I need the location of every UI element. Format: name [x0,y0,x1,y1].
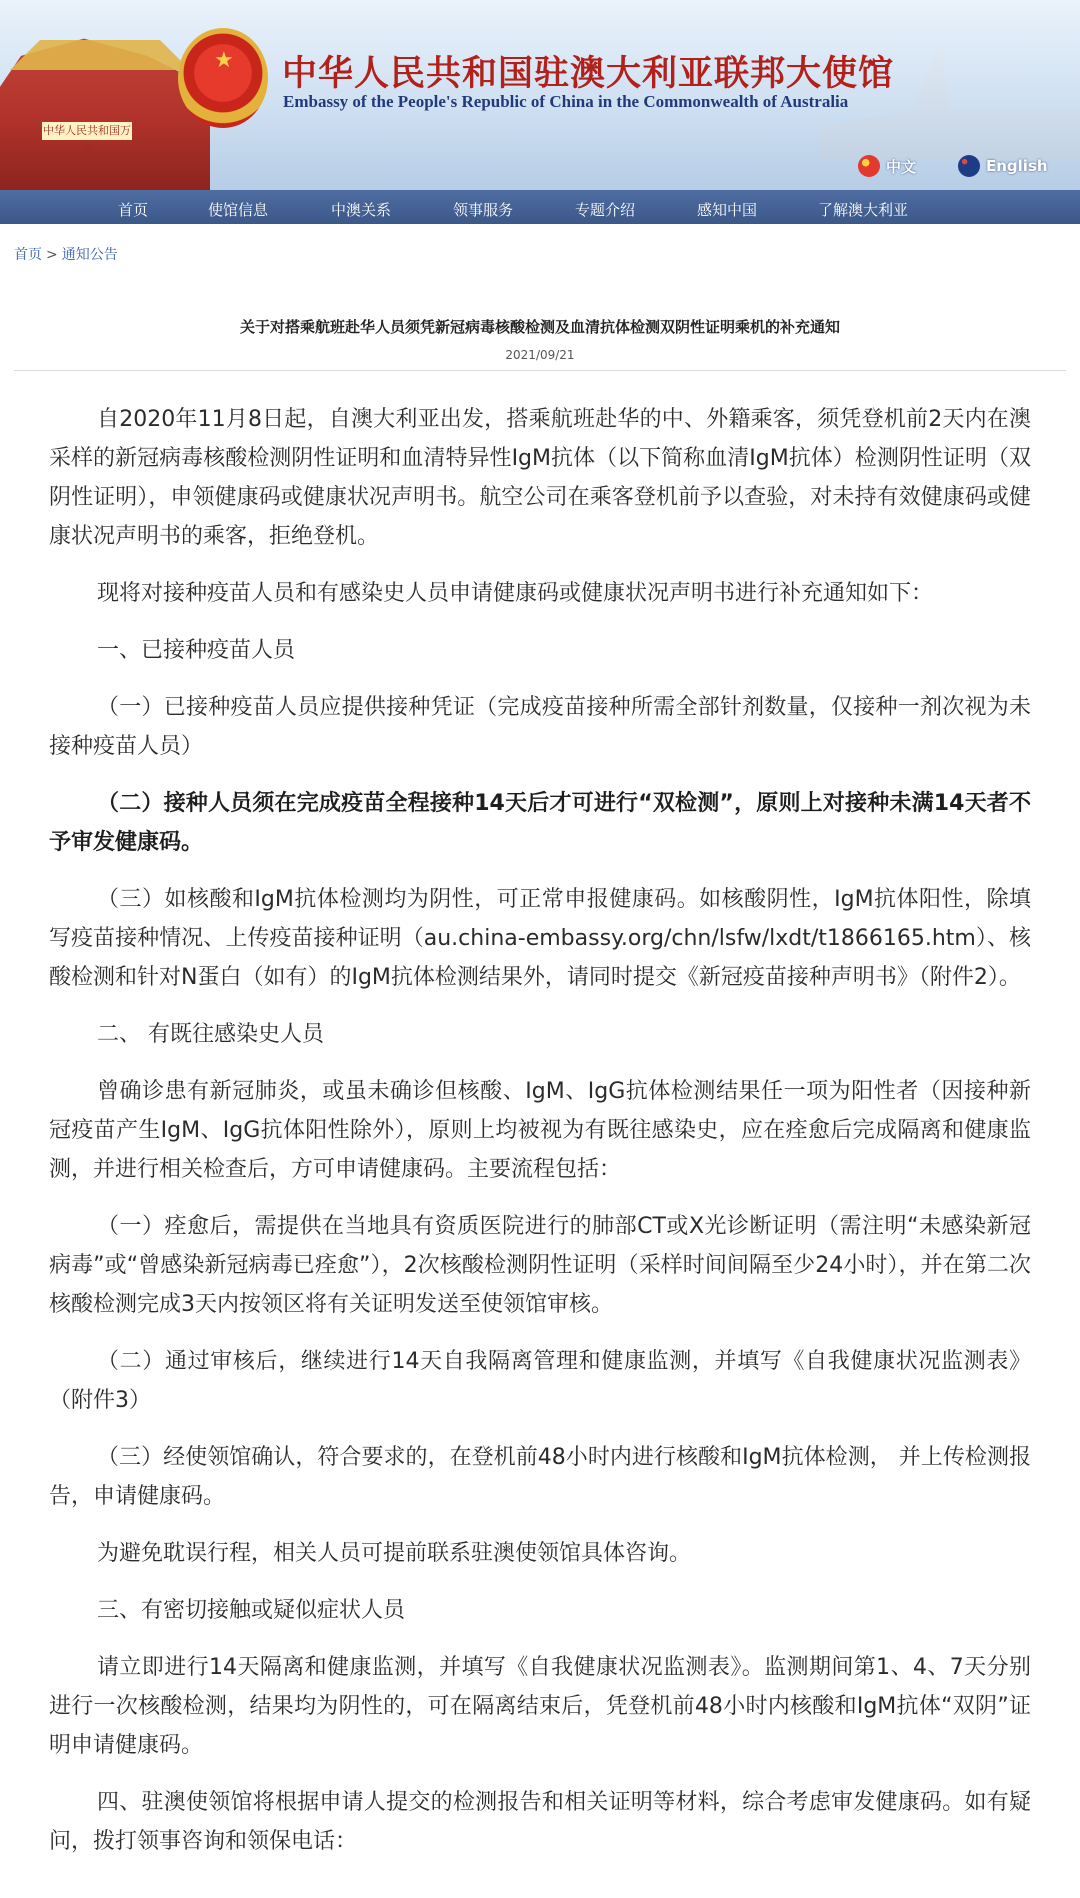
divider [14,370,1066,371]
site-banner [0,0,1080,190]
nav-item-special-topics[interactable]: 专题介绍 [575,201,636,219]
paragraph-supplement: 现将对接种疫苗人员和有感染史人员申请健康码或健康状况声明书进行补充通知如下： [97,581,934,606]
site-title-chinese: 中华人民共和国驻澳大利亚联邦大使馆 [282,53,895,94]
paragraph-infection-history: 曾确诊患有新冠肺炎，或虽未确诊但核酸、IgM、IgG抗体检测结果任一项为阳性者（因接种新冠疫苗产生IgM、IgG抗体阳性除外），原则上均被视为有既往感染史，应在痊愈后完成隔离和健康监测，并进行相关检查后，方可申请健康码。主要流程包括： [49,1079,1031,1182]
paragraph-infection-1: （一）痊愈后，需提供在当地具有资质医院进行的肺部CT或X光诊断证明（需注明“未感染新冠病毒”或“曾感染新冠病毒已痊愈”），2次核酸检测阴性证明（采样时间间隔至少24小时），并在第二次核酸检测完成3天内按领区将有关证明发送至使领馆审核。 [49,1214,1031,1317]
language-chinese-label: 中文 [886,157,917,176]
paragraph-vaccinated-2: （二）接种人员须在完成疫苗全程接种14天后才可进行“双检测”，原则上对接种未满14天者不予审发健康码。 [49,791,1031,855]
paragraph-intro: 自2020年11月8日起，自澳大利亚出发，搭乘航班赴华的中、外籍乘客，须凭登机前2天内在澳采样的新冠病毒核酸检测阴性证明和血清特异性IgM抗体（以下简称血清IgM抗体）检测阴性证明（双阴性证明），申领健康码或健康状况声明书。航空公司在乘客登机前予以查验，对未持有效健康码或健康状况声明书的乘客，拒绝登机。 [49,407,1031,549]
gate-roof [0,40,200,70]
heading-vaccinated: 一、已接种疫苗人员 [97,638,296,663]
article-body [49,400,1031,1879]
heading-infection-history: 二、 有既往感染史人员 [97,1022,324,1047]
nav-item-consular-services[interactable]: 领事服务 [453,201,514,219]
australia-flag-icon [958,155,980,177]
nav-item-perceive-china[interactable]: 感知中国 [697,201,758,219]
breadcrumb-current-link[interactable]: 通知公告 [61,247,118,263]
language-chinese-link[interactable] [858,154,916,178]
language-english-label: English [986,157,1048,175]
paragraph-advice: 为避免耽误行程，相关人员可提前联系驻澳使领馆具体咨询。 [97,1541,692,1566]
nav-item-home[interactable]: 首页 [118,201,149,219]
nav-item-about-australia[interactable]: 了解澳大利亚 [818,201,909,219]
paragraph-vaccinated-1: （一）已接种疫苗人员应提供接种凭证（完成疫苗接种所需全部针剂数量，仅接种一剂次视为未接种疫苗人员） [49,695,1031,759]
main-nav [0,190,1080,224]
national-emblem-icon [178,28,268,128]
site-title-english: Embassy of the People's Republic of China in the Commonwealth of Australia [283,92,849,111]
article-title: 关于对搭乘航班赴华人员须凭新冠病毒核酸检测及血清抗体检测双阴性证明乘机的补充通知 [239,318,840,336]
paragraph-infection-2: （二）通过审核后，继续进行14天自我隔离管理和健康监测，并填写《自我健康状况监测表》（附件3） [49,1349,1031,1413]
paragraph-vaccinated-3: （三）如核酸和IgM抗体检测均为阴性，可正常申报健康码。如核酸阴性，IgM抗体阳性，除填写疫苗接种情况、上传疫苗接种证明（au.china-embassy.org/chn/lsfw/lxdt/t1866165.htm）、核酸检测和针对N蛋白（如有）的IgM抗体检测结果外，请同时提交《新冠疫苗接种声明书》（附件2）。 [49,887,1031,990]
paragraph-review: 四、驻澳使领馆将根据申请人提交的检测报告和相关证明等材料，综合考虑审发健康码。如有疑问，拨打领事咨询和领保电话： [49,1790,1031,1854]
breadcrumb-home-link[interactable]: 首页 [14,247,42,263]
gate-sign: 中华人民共和国万岁 [43,124,131,155]
article-date: 2021/09/21 [505,348,575,362]
nav-item-china-australia-relations[interactable]: 中澳关系 [331,201,392,219]
heading-close-contact: 三、有密切接触或疑似症状人员 [97,1598,406,1623]
language-english-link[interactable] [958,154,1048,178]
breadcrumb-separator: > [46,247,58,263]
paragraph-close-contact: 请立即进行14天隔离和健康监测，并填写《自我健康状况监测表》。监测期间第1、4、7天分别进行一次核酸检测，结果均为阴性的，可在隔离结束后，凭登机前48小时内核酸和IgM抗体“双阴”证明申请健康码。 [49,1655,1031,1758]
star-icon: ★ [214,48,234,73]
paragraph-infection-3: （三）经使领馆确认，符合要求的，在登机前48小时内进行核酸和IgM抗体检测， 并上传检测报告，申请健康码。 [49,1445,1031,1509]
china-flag-icon [858,155,880,177]
breadcrumb [14,244,118,264]
nav-item-embassy-info[interactable]: 使馆信息 [208,201,269,219]
